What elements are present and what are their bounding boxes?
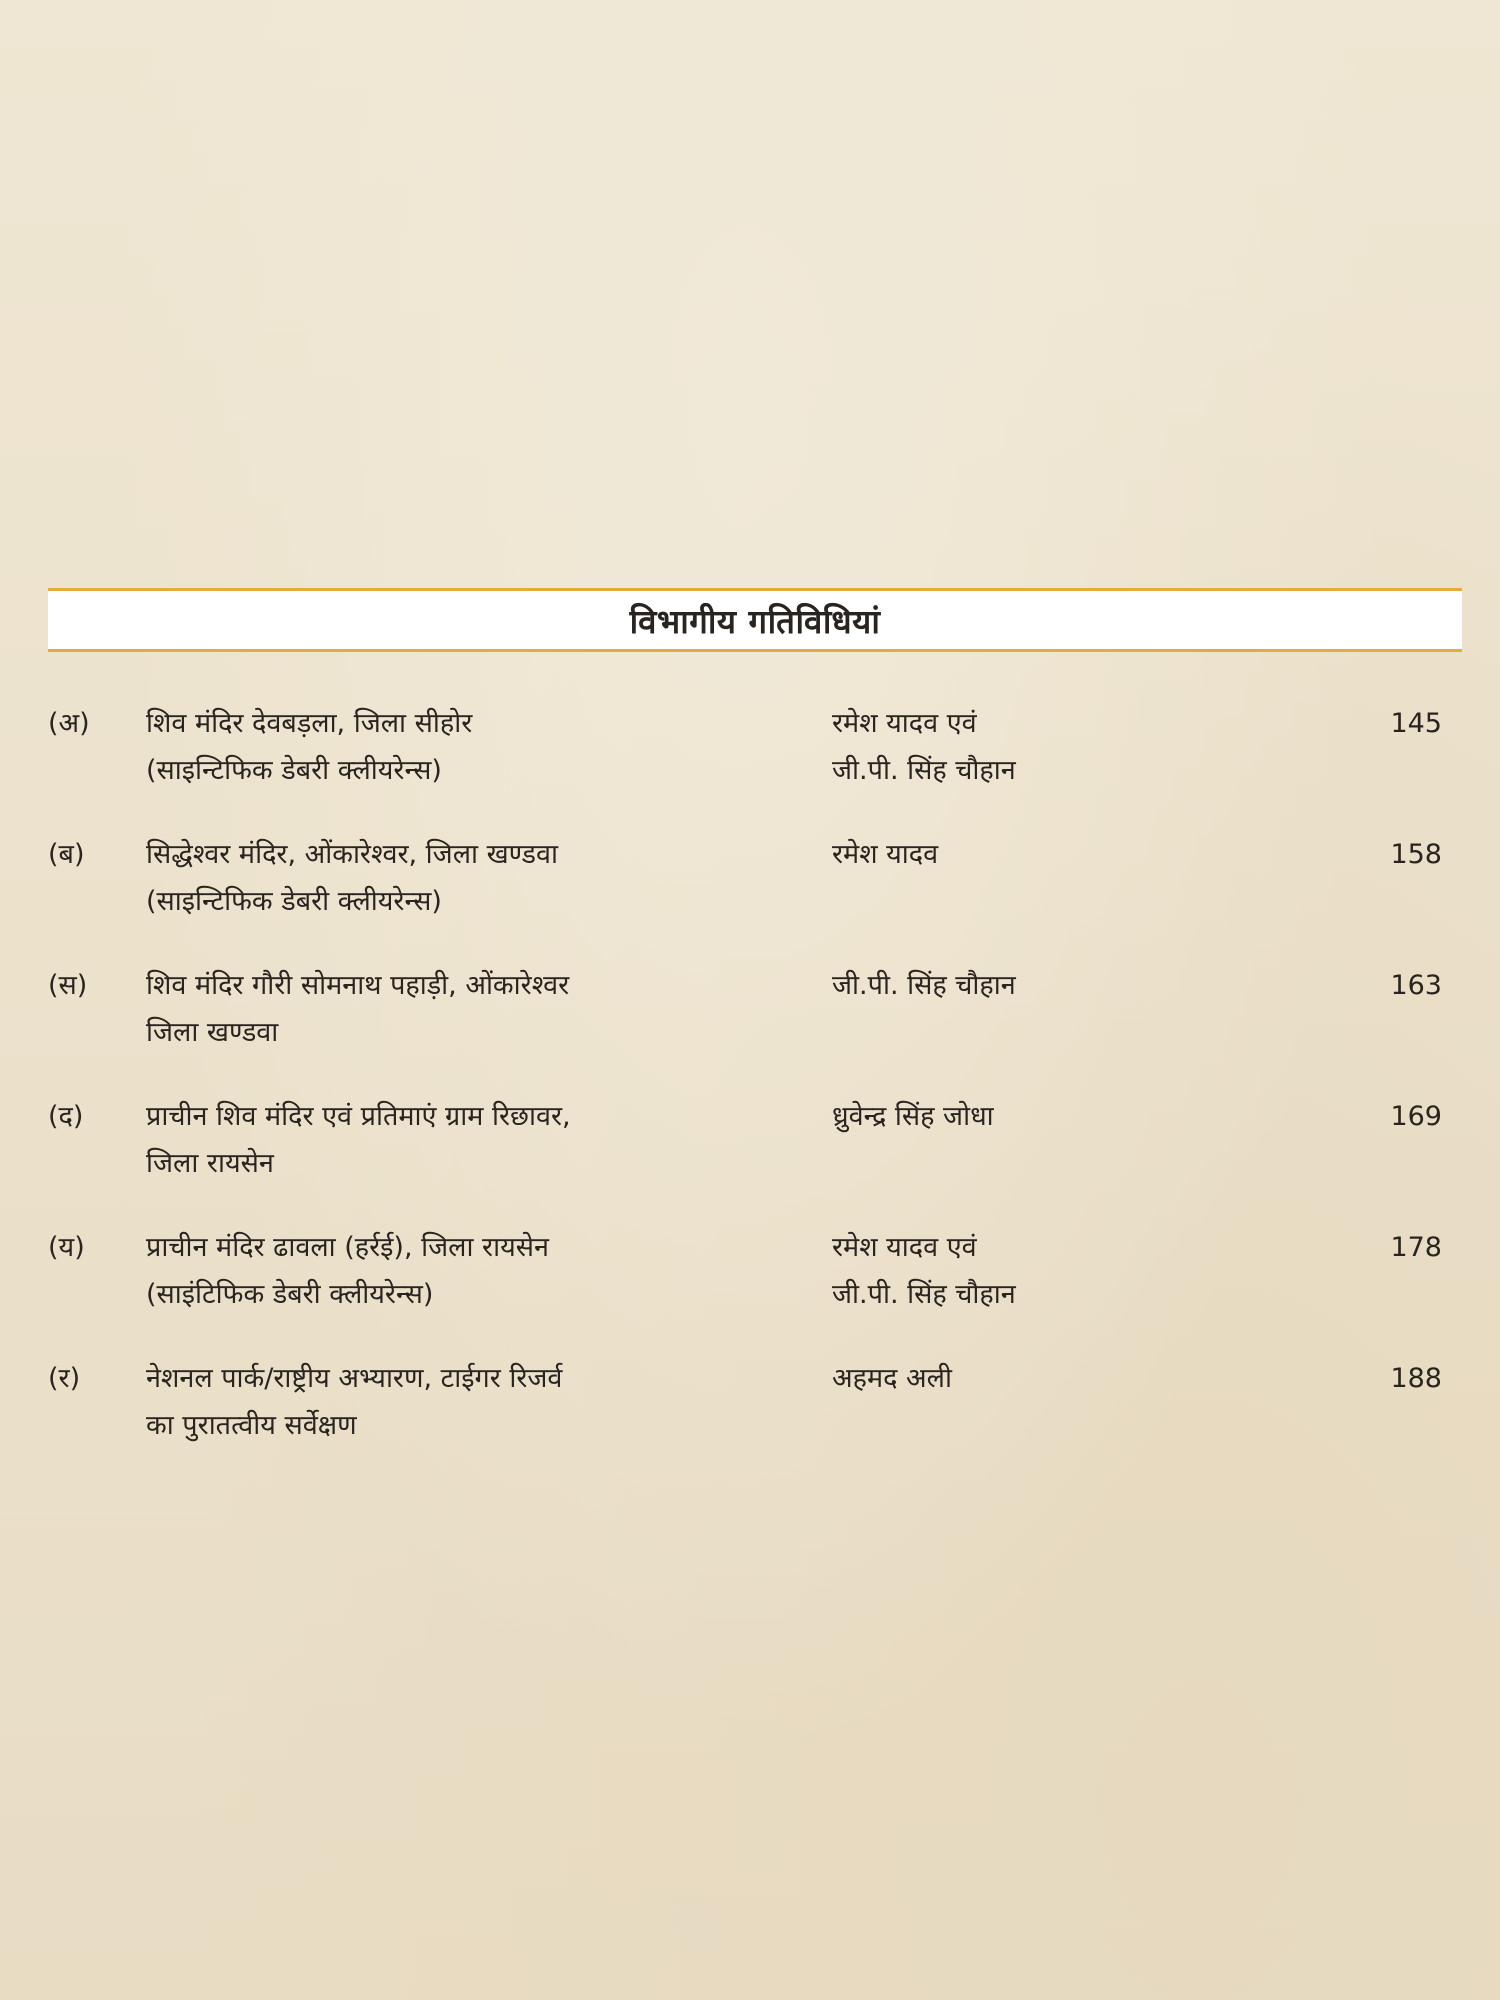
entry-label: (र) — [48, 1363, 81, 1394]
entry-title-line: प्राचीन शिव मंदिर एवं प्रतिमाएं ग्राम रिछावर, — [146, 1101, 571, 1132]
contents-list — [48, 700, 1462, 1486]
contents-entry — [48, 700, 1462, 831]
entry-page-number: 163 — [1390, 970, 1442, 1001]
entry-title-line: जिला रायसेन — [146, 1148, 274, 1179]
entry-label: (स) — [48, 970, 88, 1001]
entry-label: (द) — [48, 1101, 84, 1132]
entry-author — [832, 700, 1232, 794]
contents-entry — [48, 962, 1462, 1093]
entry-title — [146, 700, 706, 794]
entry-title-line: जिला खण्डवा — [146, 1017, 279, 1048]
entry-author-line: जी.पी. सिंह चौहान — [832, 970, 1016, 1001]
entry-page-number: 145 — [1390, 708, 1442, 739]
entry-author-line: रमेश यादव एवं — [832, 708, 977, 739]
contents-entry — [48, 1093, 1462, 1224]
entry-author — [832, 962, 1232, 1009]
entry-title-line: का पुरातत्वीय सर्वेक्षण — [146, 1410, 357, 1441]
entry-label: (ब) — [48, 839, 85, 870]
entry-title — [146, 1355, 706, 1449]
entry-author — [832, 831, 1232, 878]
section-title: विभागीय गतिविधियां — [629, 601, 881, 641]
entry-author — [832, 1355, 1232, 1402]
entry-title — [146, 831, 706, 925]
contents-entry — [48, 1355, 1462, 1486]
entry-title-line: (साइन्टिफिक डेबरी क्लीयरेन्स) — [146, 886, 442, 917]
entry-author-line: रमेश यादव — [832, 839, 939, 870]
entry-title-line: प्राचीन मंदिर ढावला (हर्रई), जिला रायसेन — [146, 1232, 549, 1263]
entry-title-line: शिव मंदिर गौरी सोमनाथ पहाड़ी, ओंकारेश्वर — [146, 970, 570, 1001]
entry-title-line: सिद्धेश्वर मंदिर, ओंकारेश्वर, जिला खण्डवा — [146, 839, 558, 870]
contents-entry — [48, 1224, 1462, 1355]
entry-author-line: जी.पी. सिंह चौहान — [832, 755, 1016, 786]
entry-title — [146, 1093, 706, 1187]
entry-title-line: (साइंटिफिक डेबरी क्लीयरेन्स) — [146, 1279, 434, 1310]
entry-page-number: 169 — [1390, 1101, 1442, 1132]
entry-page-number: 178 — [1390, 1232, 1442, 1263]
entry-title — [146, 962, 706, 1056]
entry-label: (अ) — [48, 708, 90, 739]
contents-entry — [48, 831, 1462, 962]
entry-page-number: 188 — [1390, 1363, 1442, 1394]
entry-author-line: रमेश यादव एवं — [832, 1232, 977, 1263]
section-header-band — [48, 588, 1462, 652]
entry-author — [832, 1093, 1232, 1140]
entry-title-line: (साइन्टिफिक डेबरी क्लीयरेन्स) — [146, 755, 442, 786]
entry-author — [832, 1224, 1232, 1318]
entry-author-line: अहमद अली — [832, 1363, 952, 1394]
entry-label: (य) — [48, 1232, 85, 1263]
entry-page-number: 158 — [1390, 839, 1442, 870]
entry-title-line: शिव मंदिर देवबड़ला, जिला सीहोर — [146, 708, 473, 739]
entry-title — [146, 1224, 706, 1318]
entry-author-line: जी.पी. सिंह चौहान — [832, 1279, 1016, 1310]
entry-author-line: ध्रुवेन्द्र सिंह जोधा — [832, 1101, 994, 1132]
entry-title-line: नेशनल पार्क/राष्ट्रीय अभ्यारण, टाईगर रिजर्व — [146, 1363, 563, 1394]
